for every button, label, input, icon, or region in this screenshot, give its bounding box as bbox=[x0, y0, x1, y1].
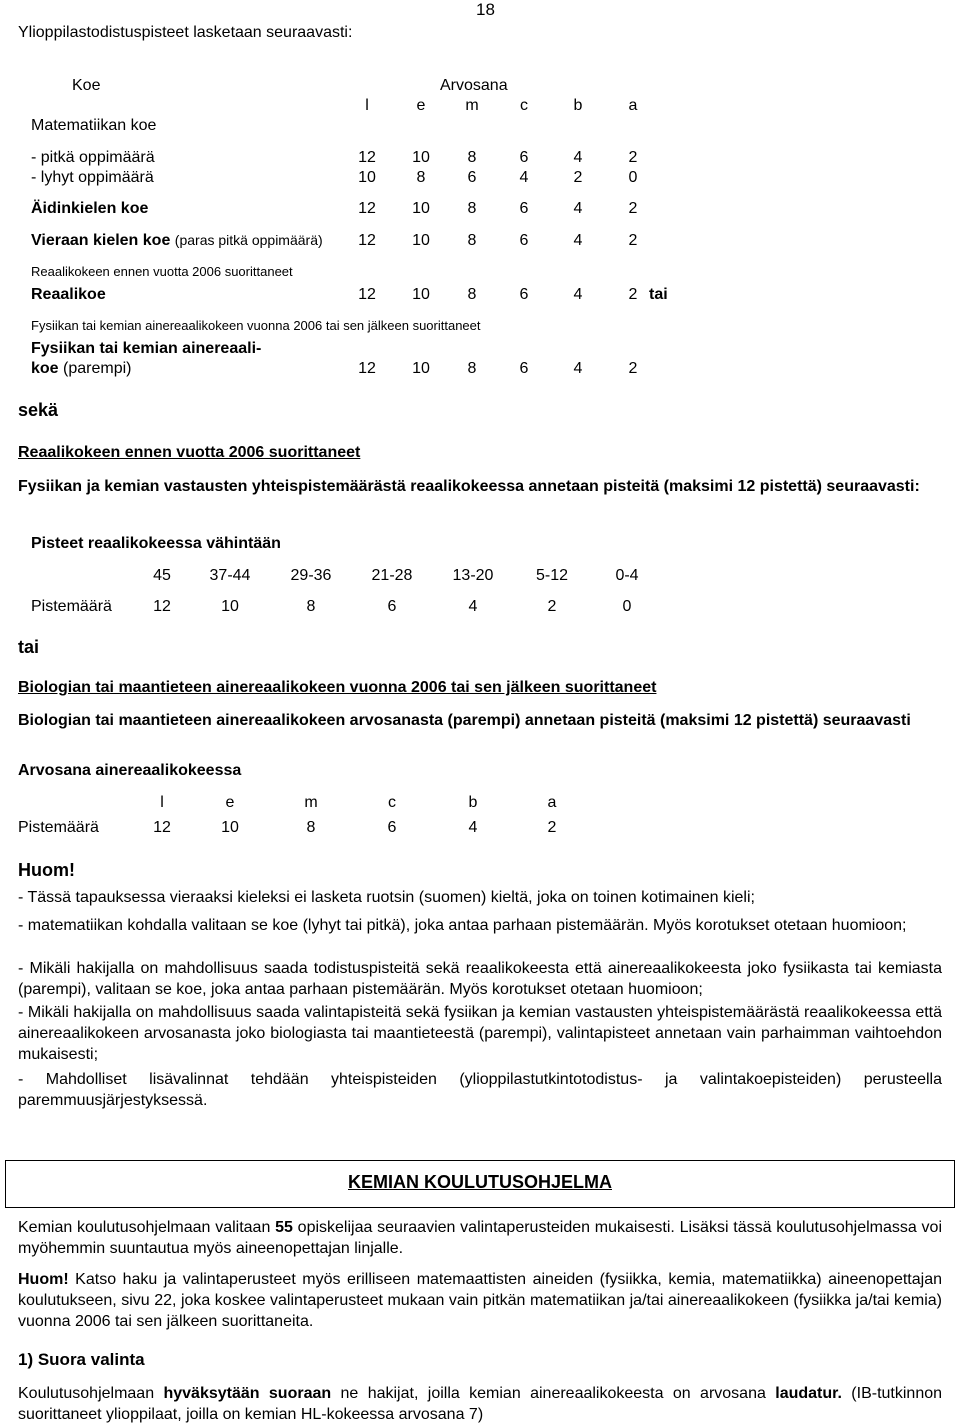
row-label-bold: koe bbox=[31, 360, 59, 377]
grade-l: l bbox=[365, 97, 369, 114]
cell: 12 bbox=[358, 200, 376, 217]
kemia-title-box bbox=[5, 1160, 955, 1208]
kemia-intro bbox=[18, 1217, 942, 1259]
kemia-intro-pre: Kemian koulutusohjelmaan valitaan bbox=[18, 1219, 276, 1236]
suora-valinta-text bbox=[18, 1383, 942, 1425]
cell: 6 bbox=[519, 149, 529, 166]
cell: 12 bbox=[358, 286, 376, 303]
grade-cell: m bbox=[304, 794, 318, 811]
row-label-note: (paras pitkä oppimäärä) bbox=[174, 232, 323, 248]
kemia-intro-num: 55 bbox=[275, 1219, 293, 1236]
grade-cell: e bbox=[225, 794, 235, 811]
cell: 8 bbox=[467, 286, 477, 303]
points-cell: 8 bbox=[306, 819, 316, 836]
reaali-note: Reaalikokeen ennen vuotta 2006 suorittaneet bbox=[31, 264, 293, 279]
cell: 8 bbox=[467, 200, 477, 217]
points-label: Pistemäärä bbox=[18, 819, 99, 836]
row-label-bold: Vieraan kielen koe bbox=[31, 232, 171, 249]
kemia-huom-label: Huom! bbox=[18, 1271, 69, 1288]
cell: 12 bbox=[358, 232, 376, 249]
cell: 2 bbox=[628, 232, 638, 249]
grade-c: c bbox=[520, 97, 528, 114]
range-cell: 13-20 bbox=[452, 567, 494, 584]
grade-e: e bbox=[416, 97, 426, 114]
cell: 4 bbox=[573, 200, 583, 217]
points-cell: 12 bbox=[153, 598, 171, 615]
cell: 4 bbox=[573, 286, 583, 303]
section2-heading: Reaalikokeen ennen vuotta 2006 suorittaneet bbox=[18, 444, 361, 461]
row-label-note: (parempi) bbox=[63, 360, 132, 377]
points-cell: 2 bbox=[547, 598, 557, 615]
grade-cell: a bbox=[547, 794, 557, 811]
cell: 10 bbox=[412, 286, 430, 303]
cell: 4 bbox=[573, 360, 583, 377]
section2-text: Fysiikan ja kemian vastausten yhteispistemäärästä reaalikokeessa annetaan pisteitä (maksimi 12 pistettä) seuraavasti: bbox=[18, 478, 920, 495]
points-cell: 2 bbox=[547, 819, 557, 836]
grade-a: a bbox=[628, 97, 638, 114]
range-cell: 0-4 bbox=[615, 567, 639, 584]
huom-item: - Tässä tapauksessa vieraaksi kieleksi ei lasketa ruotsin (suomen) kieltä, joka on toinen kotimainen kieli; bbox=[18, 889, 755, 906]
grade-m: m bbox=[465, 97, 479, 114]
kemia-title: KEMIAN KOULUTUSOHJELMA bbox=[348, 1172, 612, 1192]
huom-title: Huom! bbox=[18, 860, 75, 880]
points-cell: 10 bbox=[221, 598, 239, 615]
cell: 8 bbox=[467, 360, 477, 377]
cell: 2 bbox=[628, 286, 638, 303]
points-cell: 4 bbox=[468, 598, 478, 615]
suora-4: laudatur. bbox=[775, 1385, 842, 1402]
grade-cell: b bbox=[468, 794, 478, 811]
grade-b: b bbox=[573, 97, 583, 114]
row-label: Äidinkielen koe bbox=[31, 200, 149, 217]
reaali-tai: tai bbox=[649, 286, 668, 303]
tai-label: tai bbox=[18, 637, 40, 657]
cell: 8 bbox=[467, 232, 477, 249]
col-arvosana: Arvosana bbox=[440, 77, 508, 94]
range-cell: 37-44 bbox=[209, 567, 251, 584]
points-cell: 10 bbox=[221, 819, 239, 836]
kemia-huom bbox=[18, 1269, 942, 1332]
cell: 6 bbox=[519, 200, 529, 217]
cell: 6 bbox=[519, 286, 529, 303]
points-label: Pistemäärä bbox=[31, 598, 112, 615]
suora-valinta-title: 1) Suora valinta bbox=[18, 1350, 145, 1369]
cell: 4 bbox=[519, 169, 529, 186]
grade-cell: c bbox=[388, 794, 396, 811]
fysiikka-note: Fysiikan tai kemian ainereaalikokeen vuonna 2006 tai sen jälkeen suorittaneet bbox=[31, 318, 481, 333]
section3-text: Biologian tai maantieteen ainereaalikokeen arvosanasta (parempi) annetaan pisteitä (maksimi 12 pistettä) seuraavasti bbox=[18, 712, 911, 729]
points-cell: 8 bbox=[306, 598, 316, 615]
cell: 2 bbox=[628, 360, 638, 377]
cell: 10 bbox=[412, 149, 430, 166]
row-label: - pitkä oppimäärä bbox=[31, 149, 155, 166]
suora-3: ne hakijat, joilla kemian ainereaalikokeesta on arvosana bbox=[331, 1385, 776, 1402]
kemia-huom-text: Katso haku ja valintaperusteet myös erilliseen matemaattisten aineiden (fysiikka, kemia, matematiikka) aineenopettajan koulutukseen, sivu 22, joka koskee valintaperusteet mukaan vain pitkän matematiikan ja/tai ainereaalikokeen (fysiikka ja/tai kemia) vuonna 2006 tai sen jälkeen suorittaneita. bbox=[18, 1271, 942, 1330]
huom-item: - Mahdolliset lisävalinnat tehdään yhteispisteiden (ylioppilastutkintotodistus- ja valintakoepisteiden) perusteella paremmuusjärjestyksessä. bbox=[18, 1071, 942, 1109]
cell: 8 bbox=[416, 169, 426, 186]
points-cell: 12 bbox=[153, 819, 171, 836]
cell: 10 bbox=[412, 200, 430, 217]
grade-cell: l bbox=[160, 794, 164, 811]
range-cell: 45 bbox=[153, 567, 171, 584]
points-cell: 0 bbox=[622, 598, 632, 615]
row-label bbox=[31, 360, 132, 378]
cell: 10 bbox=[358, 169, 376, 186]
suora-2: hyväksytään suoraan bbox=[163, 1385, 332, 1402]
cell: 2 bbox=[628, 149, 638, 166]
points-cell: 6 bbox=[387, 598, 397, 615]
row-label: Reaalikoe bbox=[31, 286, 106, 303]
cell: 12 bbox=[358, 149, 376, 166]
page-number: 18 bbox=[476, 0, 495, 19]
kemia-intro-post: opiskelijaa seuraavien valintaperusteiden mukaisesti. Lisäksi tässä koulutusohjelmassa voi myöhemmin suuntautua myös aineenopettajan linjalle. bbox=[18, 1219, 943, 1257]
cell: 4 bbox=[573, 232, 583, 249]
cell: 6 bbox=[519, 360, 529, 377]
row-label: - lyhyt oppimäärä bbox=[31, 169, 154, 186]
section2-subheading: Pisteet reaalikokeessa vähintään bbox=[31, 535, 281, 552]
range-cell: 21-28 bbox=[371, 567, 413, 584]
points-cell: 4 bbox=[468, 819, 478, 836]
range-cell: 5-12 bbox=[535, 567, 569, 584]
huom-item: - Mikäli hakijalla on mahdollisuus saada todistuspisteitä sekä reaalikokeesta että ainereaalikokeesta joko fysiikasta tai kemiasta (parempi), valitaan se koe, joka antaa parhaan pistemäärän. Myös korotukset otetaan huomioon; bbox=[18, 960, 942, 998]
cell: 12 bbox=[358, 360, 376, 377]
page-heading: Ylioppilastodistuspisteet lasketaan seuraavasti: bbox=[18, 24, 353, 41]
huom-item: - Mikäli hakijalla on mahdollisuus saada valintapisteitä sekä fysiikan ja kemian vastausten yhteispistemäärästä reaalikokeessa että ainereaalikokeen arvosanasta joko biologiasta tai maantieteestä (parempi), valintapisteet annetaan vain parhaimman vaihtoehdon mukaisesti; bbox=[18, 1004, 942, 1063]
cell: 4 bbox=[573, 149, 583, 166]
cell: 10 bbox=[412, 232, 430, 249]
points-cell: 6 bbox=[387, 819, 397, 836]
range-cell: 29-36 bbox=[290, 567, 332, 584]
cell: 0 bbox=[628, 169, 638, 186]
cell: 6 bbox=[519, 232, 529, 249]
cell: 2 bbox=[628, 200, 638, 217]
cell: 8 bbox=[467, 149, 477, 166]
row-label bbox=[31, 232, 323, 250]
col-koe: Koe bbox=[72, 77, 101, 94]
huom-item: - matematiikan kohdalla valitaan se koe (lyhyt tai pitkä), joka antaa parhaan pistemäärän. Myös korotukset otetaan huomioon; bbox=[18, 917, 907, 934]
suora-5: (IB-tutkinnon suorittaneet ylioppilaat, joilla on kemian HL-kokeessa arvosana 7) bbox=[18, 1385, 943, 1423]
mat-heading: Matematiikan koe bbox=[31, 117, 157, 134]
fysiikka-label-line1: Fysiikan tai kemian ainereaali- bbox=[31, 340, 262, 357]
suora-1: Koulutusohjelmaan bbox=[18, 1385, 164, 1402]
section3-heading: Biologian tai maantieteen ainereaalikokeen vuonna 2006 tai sen jälkeen suorittaneet bbox=[18, 679, 657, 696]
cell: 2 bbox=[573, 169, 583, 186]
seka-label: sekä bbox=[18, 400, 59, 420]
section3-subheading: Arvosana ainereaalikokeessa bbox=[18, 762, 242, 779]
cell: 10 bbox=[412, 360, 430, 377]
cell: 6 bbox=[467, 169, 477, 186]
